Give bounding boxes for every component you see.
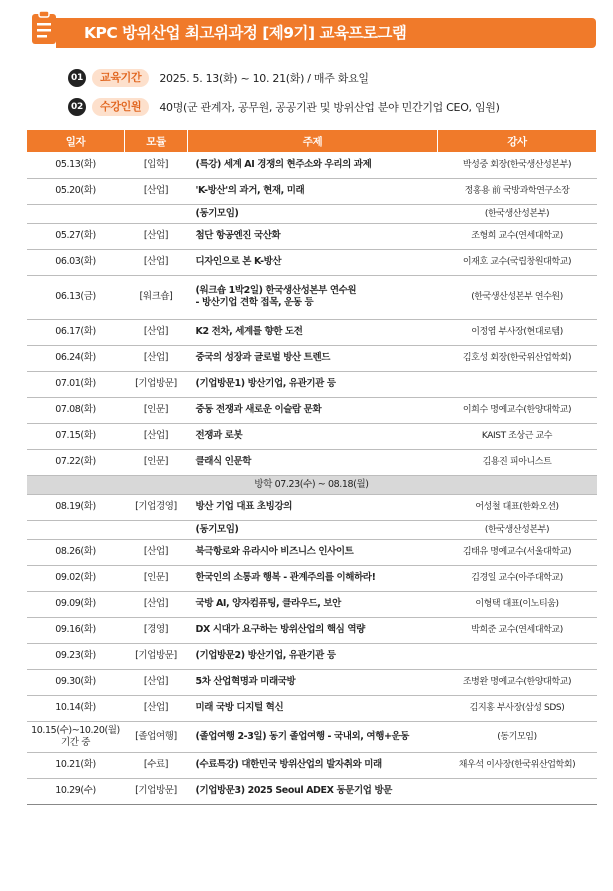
lecturer-cell-text: 조형희 교수(연세대학교) <box>471 231 563 241</box>
topic-cell-text: (워크숍 1박2일) 한국생산성본부 연수원 <box>195 285 357 296</box>
date-cell-text: 09.16(화) <box>55 624 96 635</box>
topic-cell-text: K2 전차, 세계를 향한 도전 <box>195 326 303 337</box>
table-row <box>27 204 597 223</box>
date-cell <box>27 397 125 423</box>
module-cell-text: [산업] <box>143 676 169 687</box>
date-cell <box>27 520 125 539</box>
topic-cell-text: 첨단 항공엔진 국산화 <box>195 230 281 241</box>
table-row <box>27 249 597 275</box>
date-cell-text: 09.09(화) <box>55 598 96 609</box>
date-cell-text: 06.03(화) <box>55 256 96 267</box>
topic-cell-text: (동기모임) <box>195 523 239 535</box>
header-topic: 주제 <box>188 130 438 152</box>
date-cell <box>27 669 125 695</box>
lecturer-cell <box>438 721 597 752</box>
module-cell-text: [산업] <box>143 230 169 241</box>
module-cell-text: [산업] <box>143 256 169 267</box>
vacation-row <box>27 475 597 494</box>
topic-cell-text: (기업방문3) 2025 Seoul ADEX 동문기업 방문 <box>195 785 393 796</box>
table-row <box>27 345 597 371</box>
module-cell <box>125 152 188 178</box>
info-value: 40명(군 관계자, 공무원, 공공기관 및 방위산업 분야 민간기업 CEO, 임원) <box>159 101 500 114</box>
table-row <box>27 643 597 669</box>
lecturer-cell-text: (동기모임) <box>497 731 537 742</box>
module-cell-text: [워크숍] <box>139 291 173 302</box>
module-cell <box>125 275 188 319</box>
lecturer-cell <box>438 695 597 721</box>
module-cell <box>125 449 188 475</box>
module-cell <box>125 249 188 275</box>
date-cell <box>27 695 125 721</box>
info-tag: 교육기간 <box>92 69 149 87</box>
module-cell-text: [인문] <box>143 456 169 467</box>
topic-cell-text: 전쟁과 로봇 <box>195 430 243 441</box>
module-cell-text: [인문] <box>143 572 169 583</box>
date-cell <box>27 539 125 565</box>
date-cell-text: 10.21(화) <box>55 759 96 770</box>
topic-cell-text: 중동 전쟁과 새로운 이슬람 문화 <box>195 404 322 415</box>
info-tag: 수강인원 <box>92 98 149 116</box>
topic-cell <box>188 721 438 752</box>
module-cell-text: [인문] <box>143 404 169 415</box>
date-cell <box>27 319 125 345</box>
table-row <box>27 752 597 778</box>
lecturer-cell-text: 조병완 명예교수(한양대학교) <box>462 677 572 687</box>
date-cell-text: 06.17(화) <box>55 326 96 337</box>
table-row <box>27 449 597 475</box>
date-cell-text: 08.26(화) <box>55 546 96 557</box>
date-cell-text: 09.02(화) <box>55 572 96 583</box>
topic-cell <box>188 695 438 721</box>
date-cell-text: 07.22(화) <box>55 456 96 467</box>
lecturer-cell-text: 채우석 이사장(한국위산업학회) <box>458 760 576 770</box>
module-cell <box>125 752 188 778</box>
lecturer-cell-text: 박성중 회장(한국생산성본부) <box>462 159 572 170</box>
topic-cell-text: 디자인으로 본 K-방산 <box>195 256 282 267</box>
topic-cell <box>188 539 438 565</box>
date-cell <box>27 275 125 319</box>
module-cell <box>125 669 188 695</box>
lecturer-cell <box>438 223 597 249</box>
date-cell-text: 10.15(수)~10.20(월) <box>31 724 120 736</box>
topic-cell <box>188 778 438 804</box>
topic-cell <box>188 345 438 371</box>
topic-cell <box>188 591 438 617</box>
module-cell <box>125 178 188 204</box>
module-cell <box>125 617 188 643</box>
lecturer-cell-text: 이형택 대표(이노티움) <box>475 599 559 609</box>
lecturer-cell <box>438 345 597 371</box>
lecturer-cell <box>438 178 597 204</box>
topic-cell-text: 중국의 성장과 글로벌 방산 트렌드 <box>195 352 331 363</box>
topic-cell-text: 'K-방산'의 과거, 현재, 미래 <box>195 185 305 196</box>
date-cell-text: 08.19(화) <box>55 501 96 512</box>
topic-cell-text: (기업방문2) 방산기업, 유관기관 등 <box>195 650 336 661</box>
module-cell <box>125 223 188 249</box>
date-cell <box>27 371 125 397</box>
topic-cell <box>188 249 438 275</box>
table-row <box>27 721 597 752</box>
topic-cell <box>188 565 438 591</box>
lecturer-cell-text: 이재호 교수(국립창원대학교) <box>462 257 572 267</box>
date-cell <box>27 778 125 804</box>
module-cell <box>125 539 188 565</box>
topic-cell <box>188 423 438 449</box>
module-cell-text: [기업경영] <box>135 501 177 512</box>
module-cell-text: [산업] <box>143 546 169 557</box>
lecturer-cell <box>438 669 597 695</box>
lecturer-cell <box>438 152 597 178</box>
module-cell <box>125 397 188 423</box>
lecturer-cell-text: 김태유 명예교수(서울대학교) <box>462 547 572 557</box>
topic-cell <box>188 520 438 539</box>
page-title: KPC 방위산업 최고위과정 [제9기] 교육프로그램 <box>84 24 407 42</box>
lecturer-cell <box>438 423 597 449</box>
date-cell-text: 09.23(화) <box>55 650 96 661</box>
table-row <box>27 669 597 695</box>
header-date: 일자 <box>27 130 125 152</box>
module-cell <box>125 204 188 223</box>
topic-cell <box>188 152 438 178</box>
date-cell-text: 07.01(화) <box>55 378 96 389</box>
info-capacity <box>68 97 500 117</box>
date-cell <box>27 178 125 204</box>
lecturer-cell-text: 김호성 회장(한국위산업학회) <box>462 353 572 363</box>
topic-cell-text: 미래 국방 디지털 혁신 <box>195 702 284 713</box>
table-row <box>27 223 597 249</box>
lecturer-cell-text: 박희준 교수(연세대학교) <box>471 625 563 635</box>
lecturer-cell-text: 김용진 피아니스트 <box>482 457 552 467</box>
lecturer-cell <box>438 397 597 423</box>
header-module: 모듈 <box>125 130 188 152</box>
lecturer-cell-text: 이정엽 부사장(현대로템) <box>471 327 563 337</box>
lecturer-cell <box>438 539 597 565</box>
module-cell <box>125 319 188 345</box>
date-cell <box>27 643 125 669</box>
table-row <box>27 178 597 204</box>
date-cell <box>27 721 125 752</box>
table-row <box>27 275 597 319</box>
table-row <box>27 423 597 449</box>
topic-cell <box>188 669 438 695</box>
date-cell-text: 05.13(화) <box>55 158 96 170</box>
module-cell <box>125 778 188 804</box>
topic-cell-text: (동기모임) <box>195 207 239 219</box>
date-cell <box>27 565 125 591</box>
topic-cell <box>188 319 438 345</box>
topic-cell-text: 국방 AI, 양자컴퓨팅, 클라우드, 보안 <box>195 598 341 609</box>
topic-cell-text: (기업방문1) 방산기업, 유관기관 등 <box>195 378 336 389</box>
module-cell-text: [수료] <box>143 759 169 770</box>
date-cell <box>27 423 125 449</box>
lecturer-cell-text: (한국생산성본부) <box>484 524 550 535</box>
topic-cell <box>188 752 438 778</box>
lecturer-cell <box>438 275 597 319</box>
date-cell <box>27 752 125 778</box>
lecturer-cell <box>438 249 597 275</box>
lecturer-cell <box>438 319 597 345</box>
topic-cell-text: (졸업여행 2-3일) 동기 졸업여행 - 국내외, 여행+운동 <box>195 730 410 742</box>
table-row <box>27 319 597 345</box>
lecturer-cell <box>438 617 597 643</box>
lecturer-cell <box>438 494 597 520</box>
module-cell <box>125 695 188 721</box>
module-cell <box>125 345 188 371</box>
topic-cell-text: (수료특강) 대한민국 방위산업의 발자취와 미래 <box>195 759 382 770</box>
info-value: 2025. 5. 13(화) ~ 10. 21(화) / 매주 화요일 <box>159 72 369 85</box>
lecturer-cell-text: (한국생산성본부) <box>484 208 550 219</box>
topic-cell <box>188 178 438 204</box>
lecturer-cell <box>438 565 597 591</box>
topic-cell-text: 클래식 인문학 <box>195 456 252 467</box>
lecturer-cell <box>438 449 597 475</box>
date-cell <box>27 249 125 275</box>
info-number: 01 <box>68 69 86 87</box>
lecturer-cell <box>438 204 597 223</box>
date-cell <box>27 591 125 617</box>
module-cell <box>125 520 188 539</box>
table-row <box>27 565 597 591</box>
lecturer-cell <box>438 778 597 804</box>
date-cell-text: 10.14(화) <box>55 702 96 713</box>
date-cell-text: 06.24(화) <box>55 352 96 363</box>
module-cell-text: [산업] <box>143 352 169 363</box>
lecturer-cell <box>438 752 597 778</box>
topic-cell <box>188 643 438 669</box>
module-cell <box>125 591 188 617</box>
table-row <box>27 539 597 565</box>
topic-cell-text: - 방산기업 견학 접목, 운동 등 <box>195 297 314 308</box>
table-row <box>27 617 597 643</box>
topic-cell <box>188 204 438 223</box>
schedule-table <box>26 130 597 805</box>
topic-cell <box>188 494 438 520</box>
table-row <box>27 371 597 397</box>
topic-cell <box>188 275 438 319</box>
table-row <box>27 494 597 520</box>
table-row <box>27 152 597 178</box>
lecturer-cell-text: (한국생산성본부 연수원) <box>471 292 563 302</box>
module-cell <box>125 721 188 752</box>
topic-cell-text: 방산 기업 대표 초빙강의 <box>195 501 292 512</box>
info-number: 02 <box>68 98 86 116</box>
lecturer-cell <box>438 643 597 669</box>
date-cell <box>27 617 125 643</box>
date-cell <box>27 152 125 178</box>
clipboard-icon <box>30 10 58 46</box>
date-cell-text: 기간 중 <box>61 736 90 748</box>
date-cell <box>27 449 125 475</box>
date-cell <box>27 494 125 520</box>
lecturer-cell-text: 김경일 교수(아주대학교) <box>471 573 563 583</box>
module-cell-text: [산업] <box>143 326 169 337</box>
lecturer-cell-text: 이희수 명예교수(한양대학교) <box>462 405 572 415</box>
topic-cell <box>188 397 438 423</box>
lecturer-cell-text: 김지홍 부사장(삼성 SDS) <box>469 703 565 713</box>
module-cell-text: [기업방문] <box>135 785 177 796</box>
lecturer-cell <box>438 591 597 617</box>
topic-cell-text: 북극항로와 유라시아 비즈니스 인사이트 <box>195 546 354 557</box>
lecturer-cell-text: KAIST 조상근 교수 <box>481 431 553 441</box>
module-cell <box>125 565 188 591</box>
module-cell-text: [기업방문] <box>135 378 177 389</box>
table-row <box>27 520 597 539</box>
topic-cell <box>188 371 438 397</box>
date-cell-text: 05.20(화) <box>55 185 96 196</box>
module-cell <box>125 371 188 397</box>
lecturer-cell-text: 정홍용 前 국방과학연구소장 <box>464 186 570 196</box>
topic-cell-text: 5차 산업혁명과 미래국방 <box>195 676 296 687</box>
module-cell-text: [입학] <box>143 158 169 170</box>
module-cell-text: [산업] <box>143 430 169 441</box>
date-cell <box>27 223 125 249</box>
module-cell-text: [기업방문] <box>135 650 177 661</box>
header-lecturer: 강사 <box>438 130 597 152</box>
module-cell <box>125 423 188 449</box>
topic-cell-text: (특강) 세계 AI 경쟁의 현주소와 우리의 과제 <box>195 158 372 170</box>
date-cell-text: 10.29(수) <box>55 785 96 796</box>
topic-cell-text: 한국인의 소통과 행복 - 관계주의를 이해하라! <box>195 572 376 583</box>
table-row <box>27 397 597 423</box>
lecturer-cell-text: 어성철 대표(한화오션) <box>475 502 559 512</box>
date-cell <box>27 345 125 371</box>
date-cell-text: 06.13(금) <box>55 291 96 302</box>
date-cell <box>27 204 125 223</box>
module-cell <box>125 494 188 520</box>
date-cell-text: 07.08(화) <box>55 404 96 415</box>
topic-cell <box>188 617 438 643</box>
lecturer-cell <box>438 371 597 397</box>
vacation-cell: 방학 07.23(수) ~ 08.18(월) <box>27 475 597 494</box>
module-cell-text: [산업] <box>143 598 169 609</box>
module-cell-text: [산업] <box>143 702 169 713</box>
module-cell-text: [경영] <box>143 624 169 635</box>
table-row <box>27 695 597 721</box>
topic-cell <box>188 223 438 249</box>
info-period <box>68 68 369 88</box>
module-cell-text: [산업] <box>143 185 169 196</box>
date-cell-text: 09.30(화) <box>55 676 96 687</box>
date-cell-text: 05.27(화) <box>55 230 96 241</box>
topic-cell-text: DX 시대가 요구하는 방위산업의 핵심 역량 <box>195 624 365 635</box>
module-cell <box>125 643 188 669</box>
lecturer-cell <box>438 520 597 539</box>
table-row <box>27 778 597 804</box>
topic-cell <box>188 449 438 475</box>
table-row <box>27 591 597 617</box>
date-cell-text: 07.15(화) <box>55 430 96 441</box>
module-cell-text: [졸업여행] <box>135 730 177 742</box>
